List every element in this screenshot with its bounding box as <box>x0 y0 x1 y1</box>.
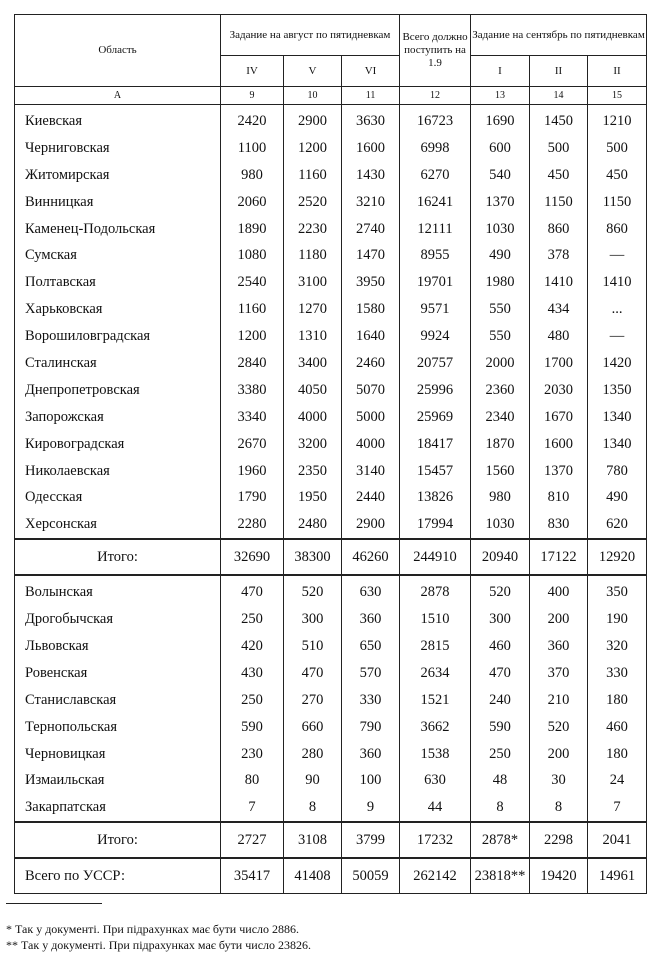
index-cell: 13 <box>471 87 530 105</box>
value-cell: 32690 <box>221 539 284 575</box>
value-cell: 1790 <box>221 484 284 511</box>
value-cell: 790 <box>342 714 400 741</box>
value-cell: 100 <box>342 767 400 794</box>
value-cell: 2900 <box>284 105 342 135</box>
value-cell: 9571 <box>400 296 471 323</box>
value-cell: 4050 <box>284 377 342 404</box>
footnote-2: ** Так у документі. При підрахунках має бути число 23826. <box>6 938 312 952</box>
region-name: Волынская <box>15 575 221 606</box>
value-cell: 1980 <box>471 269 530 296</box>
header-col-sep-ii: II <box>530 56 588 87</box>
value-cell: 860 <box>588 216 647 243</box>
table-row <box>15 350 647 377</box>
value-cell: 360 <box>342 606 400 633</box>
value-cell: 250 <box>221 606 284 633</box>
value-cell: 2900 <box>342 511 400 539</box>
index-row <box>15 87 647 105</box>
value-cell: 1310 <box>284 323 342 350</box>
total-row <box>15 822 647 858</box>
table-row <box>15 687 647 714</box>
value-cell: 1160 <box>284 162 342 189</box>
region-name: Закарпатская <box>15 794 221 822</box>
value-cell: 6270 <box>400 162 471 189</box>
value-cell: 1340 <box>588 431 647 458</box>
value-cell: 1521 <box>400 687 471 714</box>
region-name: Полтавская <box>15 269 221 296</box>
region-name: Измаильская <box>15 767 221 794</box>
table-row <box>15 741 647 768</box>
region-name: Черновицкая <box>15 741 221 768</box>
value-cell: 180 <box>588 687 647 714</box>
value-cell: 510 <box>284 633 342 660</box>
value-cell: 5070 <box>342 377 400 404</box>
value-cell: 14961 <box>588 858 647 894</box>
region-name: Херсонская <box>15 511 221 539</box>
value-cell: 280 <box>284 741 342 768</box>
value-cell: 1030 <box>471 511 530 539</box>
table-row <box>15 189 647 216</box>
value-cell: 7 <box>221 794 284 822</box>
value-cell: 980 <box>471 484 530 511</box>
value-cell: 19420 <box>530 858 588 894</box>
value-cell: 2030 <box>530 377 588 404</box>
value-cell: 8955 <box>400 242 471 269</box>
value-cell: 2480 <box>284 511 342 539</box>
grand-total-row <box>15 858 647 894</box>
value-cell: 1690 <box>471 105 530 135</box>
value-cell: 1160 <box>221 296 284 323</box>
table-row <box>15 714 647 741</box>
value-cell: 660 <box>284 714 342 741</box>
value-cell: 15457 <box>400 458 471 485</box>
region-name: Запорожская <box>15 404 221 431</box>
value-cell: 240 <box>471 687 530 714</box>
region-name: Сумская <box>15 242 221 269</box>
value-cell: 360 <box>342 741 400 768</box>
value-cell: 16241 <box>400 189 471 216</box>
region-name: Дрогобычская <box>15 606 221 633</box>
value-cell: 4000 <box>284 404 342 431</box>
value-cell: 470 <box>284 660 342 687</box>
value-cell: 1150 <box>588 189 647 216</box>
value-cell: 2540 <box>221 269 284 296</box>
value-cell: 1538 <box>400 741 471 768</box>
value-cell: 200 <box>530 606 588 633</box>
value-cell: 80 <box>221 767 284 794</box>
value-cell: 830 <box>530 511 588 539</box>
value-cell: 1670 <box>530 404 588 431</box>
value-cell: 3210 <box>342 189 400 216</box>
value-cell: 25996 <box>400 377 471 404</box>
table-row <box>15 242 647 269</box>
table-row <box>15 431 647 458</box>
value-cell: 3380 <box>221 377 284 404</box>
value-cell: 1210 <box>588 105 647 135</box>
header-region: Область <box>15 15 221 87</box>
value-cell: 550 <box>471 296 530 323</box>
value-cell: 2350 <box>284 458 342 485</box>
value-cell: 20940 <box>471 539 530 575</box>
value-cell: 1180 <box>284 242 342 269</box>
value-cell: 2840 <box>221 350 284 377</box>
value-cell: 3340 <box>221 404 284 431</box>
value-cell: 8 <box>530 794 588 822</box>
index-cell: 10 <box>284 87 342 105</box>
value-cell: 4000 <box>342 431 400 458</box>
value-cell: 450 <box>588 162 647 189</box>
value-cell: 1270 <box>284 296 342 323</box>
value-cell: 3662 <box>400 714 471 741</box>
value-cell: 2440 <box>342 484 400 511</box>
value-cell: 630 <box>342 575 400 606</box>
value-cell: 2878* <box>471 822 530 858</box>
value-cell: 190 <box>588 606 647 633</box>
plan-table <box>14 14 647 894</box>
value-cell: 570 <box>342 660 400 687</box>
value-cell: 3400 <box>284 350 342 377</box>
value-cell: 12111 <box>400 216 471 243</box>
value-cell: 13826 <box>400 484 471 511</box>
value-cell: 30 <box>530 767 588 794</box>
header-total-due: Всего должно поступить на 1.9 <box>400 15 471 87</box>
value-cell: 3630 <box>342 105 400 135</box>
value-cell: 25969 <box>400 404 471 431</box>
value-cell: 630 <box>400 767 471 794</box>
value-cell: 2634 <box>400 660 471 687</box>
value-cell: 620 <box>588 511 647 539</box>
value-cell: 2230 <box>284 216 342 243</box>
index-cell: 15 <box>588 87 647 105</box>
value-cell: 400 <box>530 575 588 606</box>
value-cell: 2878 <box>400 575 471 606</box>
value-cell: 6998 <box>400 135 471 162</box>
table-row <box>15 794 647 822</box>
value-cell: 1150 <box>530 189 588 216</box>
value-cell: 1200 <box>221 323 284 350</box>
total-row <box>15 539 647 575</box>
value-cell: 3799 <box>342 822 400 858</box>
region-name: Львовская <box>15 633 221 660</box>
value-cell: 1700 <box>530 350 588 377</box>
table-row <box>15 511 647 539</box>
value-cell: 12920 <box>588 539 647 575</box>
value-cell: 1430 <box>342 162 400 189</box>
footnote-divider <box>6 903 102 904</box>
region-name: Всего по УССР: <box>15 858 221 894</box>
value-cell: 38300 <box>284 539 342 575</box>
value-cell: 320 <box>588 633 647 660</box>
value-cell: 2060 <box>221 189 284 216</box>
value-cell: 1340 <box>588 404 647 431</box>
value-cell: 8 <box>284 794 342 822</box>
value-cell: 3140 <box>342 458 400 485</box>
value-cell: 250 <box>471 741 530 768</box>
value-cell: 210 <box>530 687 588 714</box>
table-row <box>15 484 647 511</box>
value-cell: 2360 <box>471 377 530 404</box>
value-cell: 520 <box>471 575 530 606</box>
value-cell: 500 <box>530 135 588 162</box>
value-cell: 2041 <box>588 822 647 858</box>
value-cell: 540 <box>471 162 530 189</box>
value-cell: 180 <box>588 741 647 768</box>
value-cell: 23818** <box>471 858 530 894</box>
value-cell: 90 <box>284 767 342 794</box>
value-cell: 420 <box>221 633 284 660</box>
header-august-group: Задание на август по пятидневкам <box>221 15 400 56</box>
value-cell: 434 <box>530 296 588 323</box>
value-cell: 1640 <box>342 323 400 350</box>
value-cell: — <box>588 242 647 269</box>
value-cell: 2670 <box>221 431 284 458</box>
region-name: Одесская <box>15 484 221 511</box>
value-cell: 490 <box>588 484 647 511</box>
value-cell: 250 <box>221 687 284 714</box>
value-cell: 2298 <box>530 822 588 858</box>
value-cell: 1030 <box>471 216 530 243</box>
value-cell: 35417 <box>221 858 284 894</box>
value-cell: 1350 <box>588 377 647 404</box>
value-cell: ... <box>588 296 647 323</box>
value-cell: 2740 <box>342 216 400 243</box>
value-cell: 7 <box>588 794 647 822</box>
value-cell: 2460 <box>342 350 400 377</box>
value-cell: 460 <box>471 633 530 660</box>
region-name: Сталинская <box>15 350 221 377</box>
region-name: Днепропетровская <box>15 377 221 404</box>
region-name: Винницкая <box>15 189 221 216</box>
region-name: Черниговская <box>15 135 221 162</box>
value-cell: 200 <box>530 741 588 768</box>
value-cell: 230 <box>221 741 284 768</box>
value-cell: 490 <box>471 242 530 269</box>
table-row <box>15 767 647 794</box>
value-cell: 2815 <box>400 633 471 660</box>
table-row <box>15 162 647 189</box>
value-cell: 9 <box>342 794 400 822</box>
value-cell: 17994 <box>400 511 471 539</box>
value-cell: 1410 <box>530 269 588 296</box>
value-cell: 17232 <box>400 822 471 858</box>
table-row <box>15 296 647 323</box>
value-cell: 1410 <box>588 269 647 296</box>
table-row <box>15 323 647 350</box>
value-cell: 2340 <box>471 404 530 431</box>
table-row <box>15 377 647 404</box>
table-row <box>15 216 647 243</box>
value-cell: 3100 <box>284 269 342 296</box>
region-name: Каменец-Подольская <box>15 216 221 243</box>
value-cell: 46260 <box>342 539 400 575</box>
region-name: Житомирская <box>15 162 221 189</box>
region-name: Итого: <box>15 539 221 575</box>
table-row <box>15 458 647 485</box>
value-cell: — <box>588 323 647 350</box>
value-cell: 480 <box>530 323 588 350</box>
value-cell: 330 <box>342 687 400 714</box>
value-cell: 350 <box>588 575 647 606</box>
value-cell: 300 <box>284 606 342 633</box>
region-name: Ворошиловградская <box>15 323 221 350</box>
value-cell: 370 <box>530 660 588 687</box>
value-cell: 270 <box>284 687 342 714</box>
value-cell: 460 <box>588 714 647 741</box>
value-cell: 378 <box>530 242 588 269</box>
value-cell: 1370 <box>471 189 530 216</box>
value-cell: 520 <box>530 714 588 741</box>
value-cell: 17122 <box>530 539 588 575</box>
value-cell: 2727 <box>221 822 284 858</box>
table-row <box>15 633 647 660</box>
value-cell: 980 <box>221 162 284 189</box>
value-cell: 2520 <box>284 189 342 216</box>
value-cell: 3108 <box>284 822 342 858</box>
value-cell: 590 <box>221 714 284 741</box>
footnote-1: * Так у документі. При підрахунках має бути число 2886. <box>6 922 300 936</box>
region-name: Ровенская <box>15 660 221 687</box>
value-cell: 650 <box>342 633 400 660</box>
value-cell: 20757 <box>400 350 471 377</box>
value-cell: 330 <box>588 660 647 687</box>
index-cell: 14 <box>530 87 588 105</box>
value-cell: 1100 <box>221 135 284 162</box>
value-cell: 1370 <box>530 458 588 485</box>
value-cell: 262142 <box>400 858 471 894</box>
value-cell: 1870 <box>471 431 530 458</box>
value-cell: 1510 <box>400 606 471 633</box>
region-name: Кировоградская <box>15 431 221 458</box>
value-cell: 3200 <box>284 431 342 458</box>
region-name: Станиславская <box>15 687 221 714</box>
value-cell: 450 <box>530 162 588 189</box>
region-name: Киевская <box>15 105 221 135</box>
table-row <box>15 105 647 135</box>
table-row <box>15 606 647 633</box>
index-cell: 12 <box>400 87 471 105</box>
value-cell: 2000 <box>471 350 530 377</box>
index-cell: 11 <box>342 87 400 105</box>
index-cell: 9 <box>221 87 284 105</box>
index-cell: А <box>15 87 221 105</box>
value-cell: 430 <box>221 660 284 687</box>
value-cell: 810 <box>530 484 588 511</box>
header-col-aug-iv: IV <box>221 56 284 87</box>
value-cell: 16723 <box>400 105 471 135</box>
value-cell: 1890 <box>221 216 284 243</box>
value-cell: 44 <box>400 794 471 822</box>
header-col-sep-i: I <box>471 56 530 87</box>
value-cell: 1580 <box>342 296 400 323</box>
table-row <box>15 269 647 296</box>
region-name: Итого: <box>15 822 221 858</box>
region-name: Николаевская <box>15 458 221 485</box>
value-cell: 550 <box>471 323 530 350</box>
value-cell: 9924 <box>400 323 471 350</box>
value-cell: 1960 <box>221 458 284 485</box>
value-cell: 1080 <box>221 242 284 269</box>
value-cell: 244910 <box>400 539 471 575</box>
value-cell: 590 <box>471 714 530 741</box>
table-row <box>15 404 647 431</box>
value-cell: 1420 <box>588 350 647 377</box>
value-cell: 5000 <box>342 404 400 431</box>
value-cell: 2420 <box>221 105 284 135</box>
region-name: Харьковская <box>15 296 221 323</box>
value-cell: 780 <box>588 458 647 485</box>
value-cell: 18417 <box>400 431 471 458</box>
value-cell: 470 <box>471 660 530 687</box>
value-cell: 48 <box>471 767 530 794</box>
value-cell: 41408 <box>284 858 342 894</box>
table-row <box>15 135 647 162</box>
value-cell: 2280 <box>221 511 284 539</box>
value-cell: 300 <box>471 606 530 633</box>
value-cell: 600 <box>471 135 530 162</box>
value-cell: 500 <box>588 135 647 162</box>
value-cell: 1950 <box>284 484 342 511</box>
value-cell: 1450 <box>530 105 588 135</box>
value-cell: 1470 <box>342 242 400 269</box>
header-september-group: Задание на сентябрь по пятидневкам <box>471 15 647 56</box>
value-cell: 50059 <box>342 858 400 894</box>
header-col-aug-vi: VI <box>342 56 400 87</box>
value-cell: 24 <box>588 767 647 794</box>
header-col-aug-v: V <box>284 56 342 87</box>
table-row <box>15 575 647 606</box>
value-cell: 1600 <box>530 431 588 458</box>
value-cell: 360 <box>530 633 588 660</box>
value-cell: 1560 <box>471 458 530 485</box>
value-cell: 520 <box>284 575 342 606</box>
table-row <box>15 660 647 687</box>
header-col-sep-iii: II <box>588 56 647 87</box>
value-cell: 860 <box>530 216 588 243</box>
value-cell: 1600 <box>342 135 400 162</box>
value-cell: 1200 <box>284 135 342 162</box>
value-cell: 8 <box>471 794 530 822</box>
region-name: Тернопольская <box>15 714 221 741</box>
value-cell: 19701 <box>400 269 471 296</box>
value-cell: 3950 <box>342 269 400 296</box>
value-cell: 470 <box>221 575 284 606</box>
